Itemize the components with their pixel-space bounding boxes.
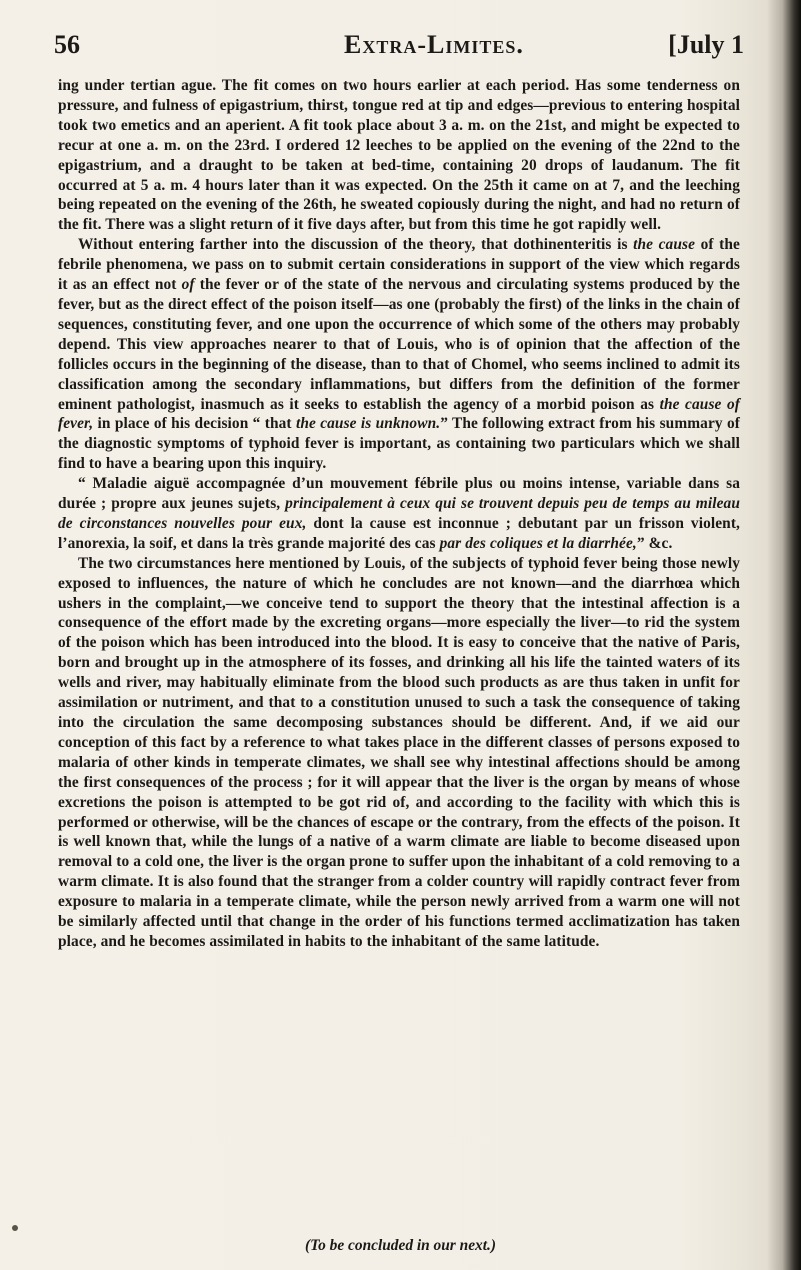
- article-body: [58, 76, 740, 952]
- text-run: the fever or of the state of the nervous and circulating systems produced by the fever, but as the direct effect of the poison itself—as one (probably the first) of the links in the chain of sequences, constituting fever, and one upon the occurrence of which some of the others may probably depend. This view approaches nearer to that of Louis, who is of opinion that the affection of the follicles occurs in the beginning of the disease, than to that of Chomel, who seems inclined to admit its classification among the secondary inflammations, but differs from the definition of the former eminent pathologist, inasmuch as it seeks to establish the agency of a morbid poison as: [58, 276, 740, 413]
- running-title: Extra-Limites.: [344, 30, 524, 59]
- text-run: dont la cause est inconnue ; debutant par un frisson violent, l’anorexia, la soif, et dans la très grande majorité des cas: [58, 514, 740, 552]
- running-header: [54, 30, 744, 64]
- text-run: ” &c.: [636, 534, 673, 552]
- paragraph-theory: [58, 235, 740, 474]
- text-run: “ Maladie aiguë accompagnée d’un mouvement fébrile plus ou moins intense, variable dans sa durée ; propre aux jeunes sujets,: [58, 475, 740, 513]
- paragraph-french-quote: [58, 474, 740, 554]
- paragraph-discussion: The two circumstances here mentioned by Louis, of the subjects of typhoid fever being those newly exposed to influences, the nature of which he concludes are not known—and the diarrhœa which ushers in the complaint,—we conceive tend to support the theory that the intestinal affection is a consequence of the effort made by the excreting organs—more especially the liver—to rid the system of the poison which has been introduced into the blood. It is easy to conceive that the native of Paris, born and brought up in the atmosphere of its fosses, and drinking all his life the tainted waters of its wells and river, may habitually eliminate from the blood such products as are thus taken in unfit for assimilation or nutriment, and that to a constitution unused to such a task the consequence of taking into the circulation the same decomposing substances should be different. And, if we aid our conception of this fact by a reference to what takes place in the different classes of persons exposed to malaria of other kinds in temperate climates, we shall see why intestinal affections should be among the first consequences of the process ; for it will appear that the liver is the organ by means of whose excretions the poison is attempted to be got rid of, and according to the facility with which this is performed or otherwise, will be the chances of escape or the contrary, from the effects of the poison. It is well known that, while the lungs of a native of a warm climate are liable to become diseased upon removal to a cold one, the liver is the organ prone to suffer upon the inhabitant of a cold removing to a warm climate. It is also found that the stranger from a colder country will rapidly contract fever from exposure to malaria in a temperate climate, while the person newly arrived from a warm one will not be similarly affected until that change in the order of his functions termed acclimatization has taken place, and he becomes assimilated in habits to the inhabitant of the same latitude.: [58, 554, 740, 950]
- italic-run: the cause: [633, 236, 696, 254]
- italic-run: par des coliques et la diarrhée,: [439, 534, 637, 552]
- text-run: ” The following extract from his summary of the diagnostic symptoms of typhoid fever is important, as containing two particulars which we shall find to have a bearing upon this inquiry.: [58, 415, 740, 473]
- page-number: 56: [54, 30, 80, 59]
- continuation-note: (To be concluded in our next.): [305, 1237, 496, 1254]
- text-run: in place of his decision “ that: [93, 415, 296, 433]
- text-run: of the febrile phenomena, we pass on to submit certain considerations in support of the view which regards it as an effect not: [58, 236, 740, 294]
- italic-run: of: [181, 276, 195, 294]
- text-run: Without entering farther into the discussion of the theory, that dothinenteritis is: [78, 236, 634, 254]
- paragraph-case-report: ing under tertian ague. The fit comes on two hours earlier at each period. Has some tenderness on pressure, and fulness of epigastrium, thirst, tongue red at tip and edges—previous to entering hospital took two emetics and an aperient. A fit took place about 3 a. m. on the 21st, and might be expected to recur at one a. m. on the 23rd. I ordered 12 leeches to be applied on the evening of the 22nd to the epigastrium, and a draught to be taken at bed-time, containing 20 drops of laudanum. The fit occurred at 5 a. m. 4 hours later than it was expected. On the 25th it came on at 7, and the leeching being repeated on the evening of the 26th, he sweated copiously during the night, and had no return of the fit. There was a slight return of it five days after, but from this time he got rapidly well.: [58, 77, 740, 234]
- italic-run: the cause of fever,: [58, 395, 740, 433]
- issue-date: [July 1: [668, 30, 744, 59]
- italic-run: principalement à ceux qui se trouvent depuis peu de temps au mileau de circonstances nouvelles pour eux,: [58, 495, 740, 532]
- ink-spot: [12, 1225, 18, 1231]
- book-spine-shadow: [767, 0, 801, 1270]
- italic-run: the cause is unknown.: [295, 415, 441, 433]
